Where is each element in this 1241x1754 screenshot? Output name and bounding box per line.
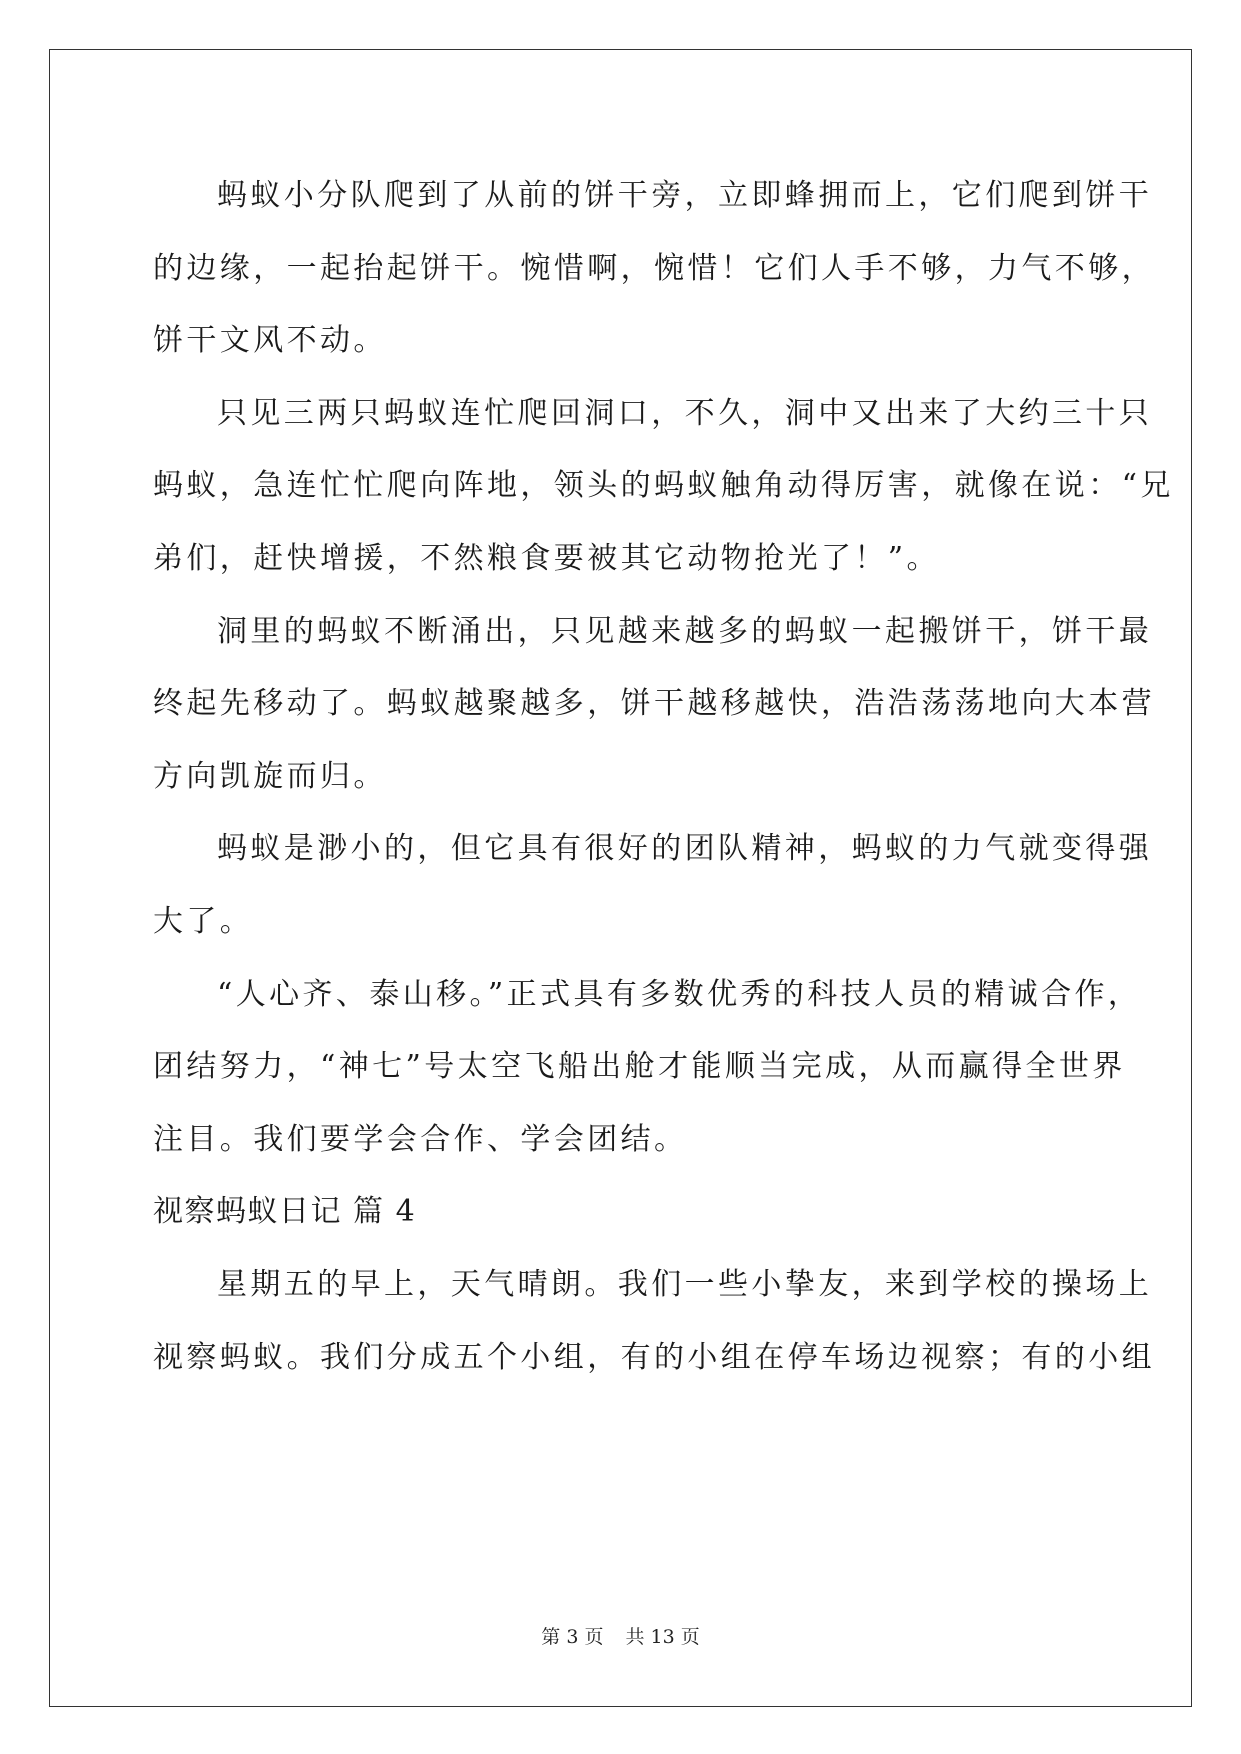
text-line: 只见三两只蚂蚁连忙爬回洞口，不久，洞中又出来了大约三十只 [217,395,1153,431]
text-line: 的边缘，一起抬起饼干。惋惜啊，惋惜！它们人手不够，力气不够， [153,250,1155,286]
page-footer [0,1622,1241,1649]
text-line: 终起先移动了。蚂蚁越聚越多，饼干越移越快，浩浩荡荡地向大本营 [153,686,1155,722]
text-line: 蚂蚁，急连忙忙爬向阵地，领头的蚂蚁触角动得厉害，就像在说：“兄 [153,468,1174,504]
text-line: 洞里的蚂蚁不断涌出，只见越来越多的蚂蚁一起搬饼干，饼干最 [217,613,1153,649]
text-line: “人心齐、泰山移。”正式具有多数优秀的科技人员的精诚合作， [217,976,1142,1012]
text-line: 方向凯旋而归。 [153,758,387,794]
page-number: 第 3 页 [541,1626,604,1648]
text-line: 弟们，赶快增援，不然粮食要被其它动物抢光了！”。 [153,540,940,576]
text-line: 注目。我们要学会合作、学会团结。 [153,1121,688,1157]
section-heading: 视察蚂蚁日记 篇 4 [153,1194,417,1230]
text-line: 视察蚂蚁。我们分成五个小组，有的小组在停车场边视察；有的小组 [153,1339,1155,1375]
text-line: 大了。 [153,903,254,939]
text-line: 饼干文风不动。 [153,323,387,359]
page-total: 共 13 页 [625,1626,700,1648]
document-body [153,160,1174,1394]
text-line: 团结努力，“神七”号太空飞船出舱才能顺当完成，从而赢得全世界 [153,1049,1126,1085]
text-line: 蚂蚁小分队爬到了从前的饼干旁，立即蜂拥而上，它们爬到饼干 [217,178,1153,213]
text-line: 蚂蚁是渺小的，但它具有很好的团队精神，蚂蚁的力气就变得强 [217,831,1153,867]
text-line: 星期五的早上，天气晴朗。我们一些小挚友，来到学校的操场上 [217,1266,1153,1302]
